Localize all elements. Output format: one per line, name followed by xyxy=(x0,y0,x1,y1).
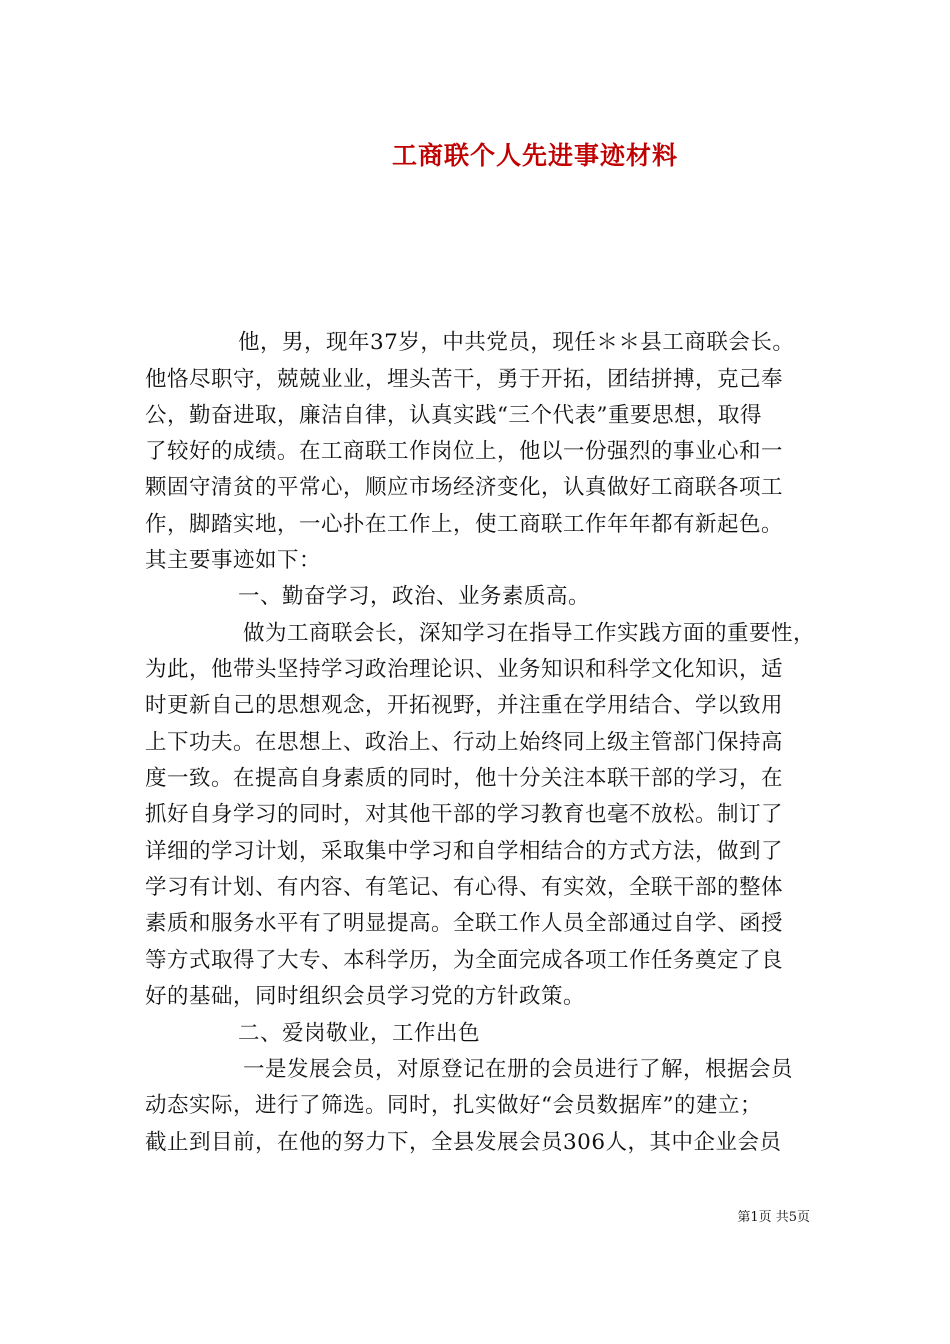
body-line: 详细的学习计划，采取集中学习和自学相结合的方式方法，做到了 xyxy=(145,839,784,864)
body-line: 好的基础，同时组织会员学习党的方针政策。 xyxy=(145,984,586,1009)
body-line: 截止到目前，在他的努力下，全县发展会员306人，其中企业会员 xyxy=(145,1130,782,1155)
page-number: 第1页 共5页 xyxy=(737,1210,810,1225)
body-line: 抓好自身学习的同时，对其他干部的学习教育也毫不放松。制订了 xyxy=(145,802,784,827)
body-line: 公，勤奋进取，廉洁自律，认真实践“三个代表”重要思想，取得 xyxy=(145,403,762,428)
body-line: 为此，他带头坚持学习政治理论识、业务知识和科学文化知识，适 xyxy=(145,657,784,682)
body-line: 一是发展会员，对原登记在册的会员进行了解，根据会员 xyxy=(243,1057,794,1082)
body-line: 度一致。在提高自身素质的同时，他十分关注本联干部的学习，在 xyxy=(145,766,784,791)
body-line: 学习有计划、有内容、有笔记、有心得、有实效，全联干部的整体 xyxy=(145,875,784,900)
section-heading: 二、爱岗敬业，工作出色 xyxy=(238,1021,481,1046)
section-heading: 一、勤奋学习，政治、业务素质高。 xyxy=(238,584,591,609)
body-line: 等方式取得了大专、本科学历，为全面完成各项工作任务奠定了良 xyxy=(145,948,784,973)
body-line: 上下功夫。在思想上、政治上、行动上始终同上级主管部门保持高 xyxy=(145,730,784,755)
body-line: 作，脚踏实地，一心扑在工作上，使工商联工作年年都有新起色。 xyxy=(145,512,784,537)
body-line: 素质和服务水平有了明显提高。全联工作人员全部通过自学、函授 xyxy=(145,911,784,936)
body-line: 颗固守清贫的平常心，顺应市场经济变化，认真做好工商联各项工 xyxy=(145,475,784,500)
body-line: 时更新自己的思想观念，开拓视野，并注重在学用结合、学以致用 xyxy=(145,693,784,718)
body-line: 动态实际，进行了筛选。同时，扎实做好“会员数据库”的建立； xyxy=(145,1093,762,1118)
body-line: 了较好的成绩。在工商联工作岗位上，他以一份强烈的事业心和一 xyxy=(145,439,784,464)
body-line: 他，男，现年37岁，中共党员，现任＊＊县工商联会长。 xyxy=(238,330,795,355)
body-line: 他恪尽职守，兢兢业业，埋头苦干，勇于开拓，团结拼搏，克己奉 xyxy=(145,367,784,392)
page-title: 工商联个人先进事迹材料 xyxy=(391,141,678,170)
body-line: 其主要事迹如下： xyxy=(145,548,322,573)
body-line: 做为工商联会长，深知学习在指导工作实践方面的重要性， xyxy=(243,621,816,646)
